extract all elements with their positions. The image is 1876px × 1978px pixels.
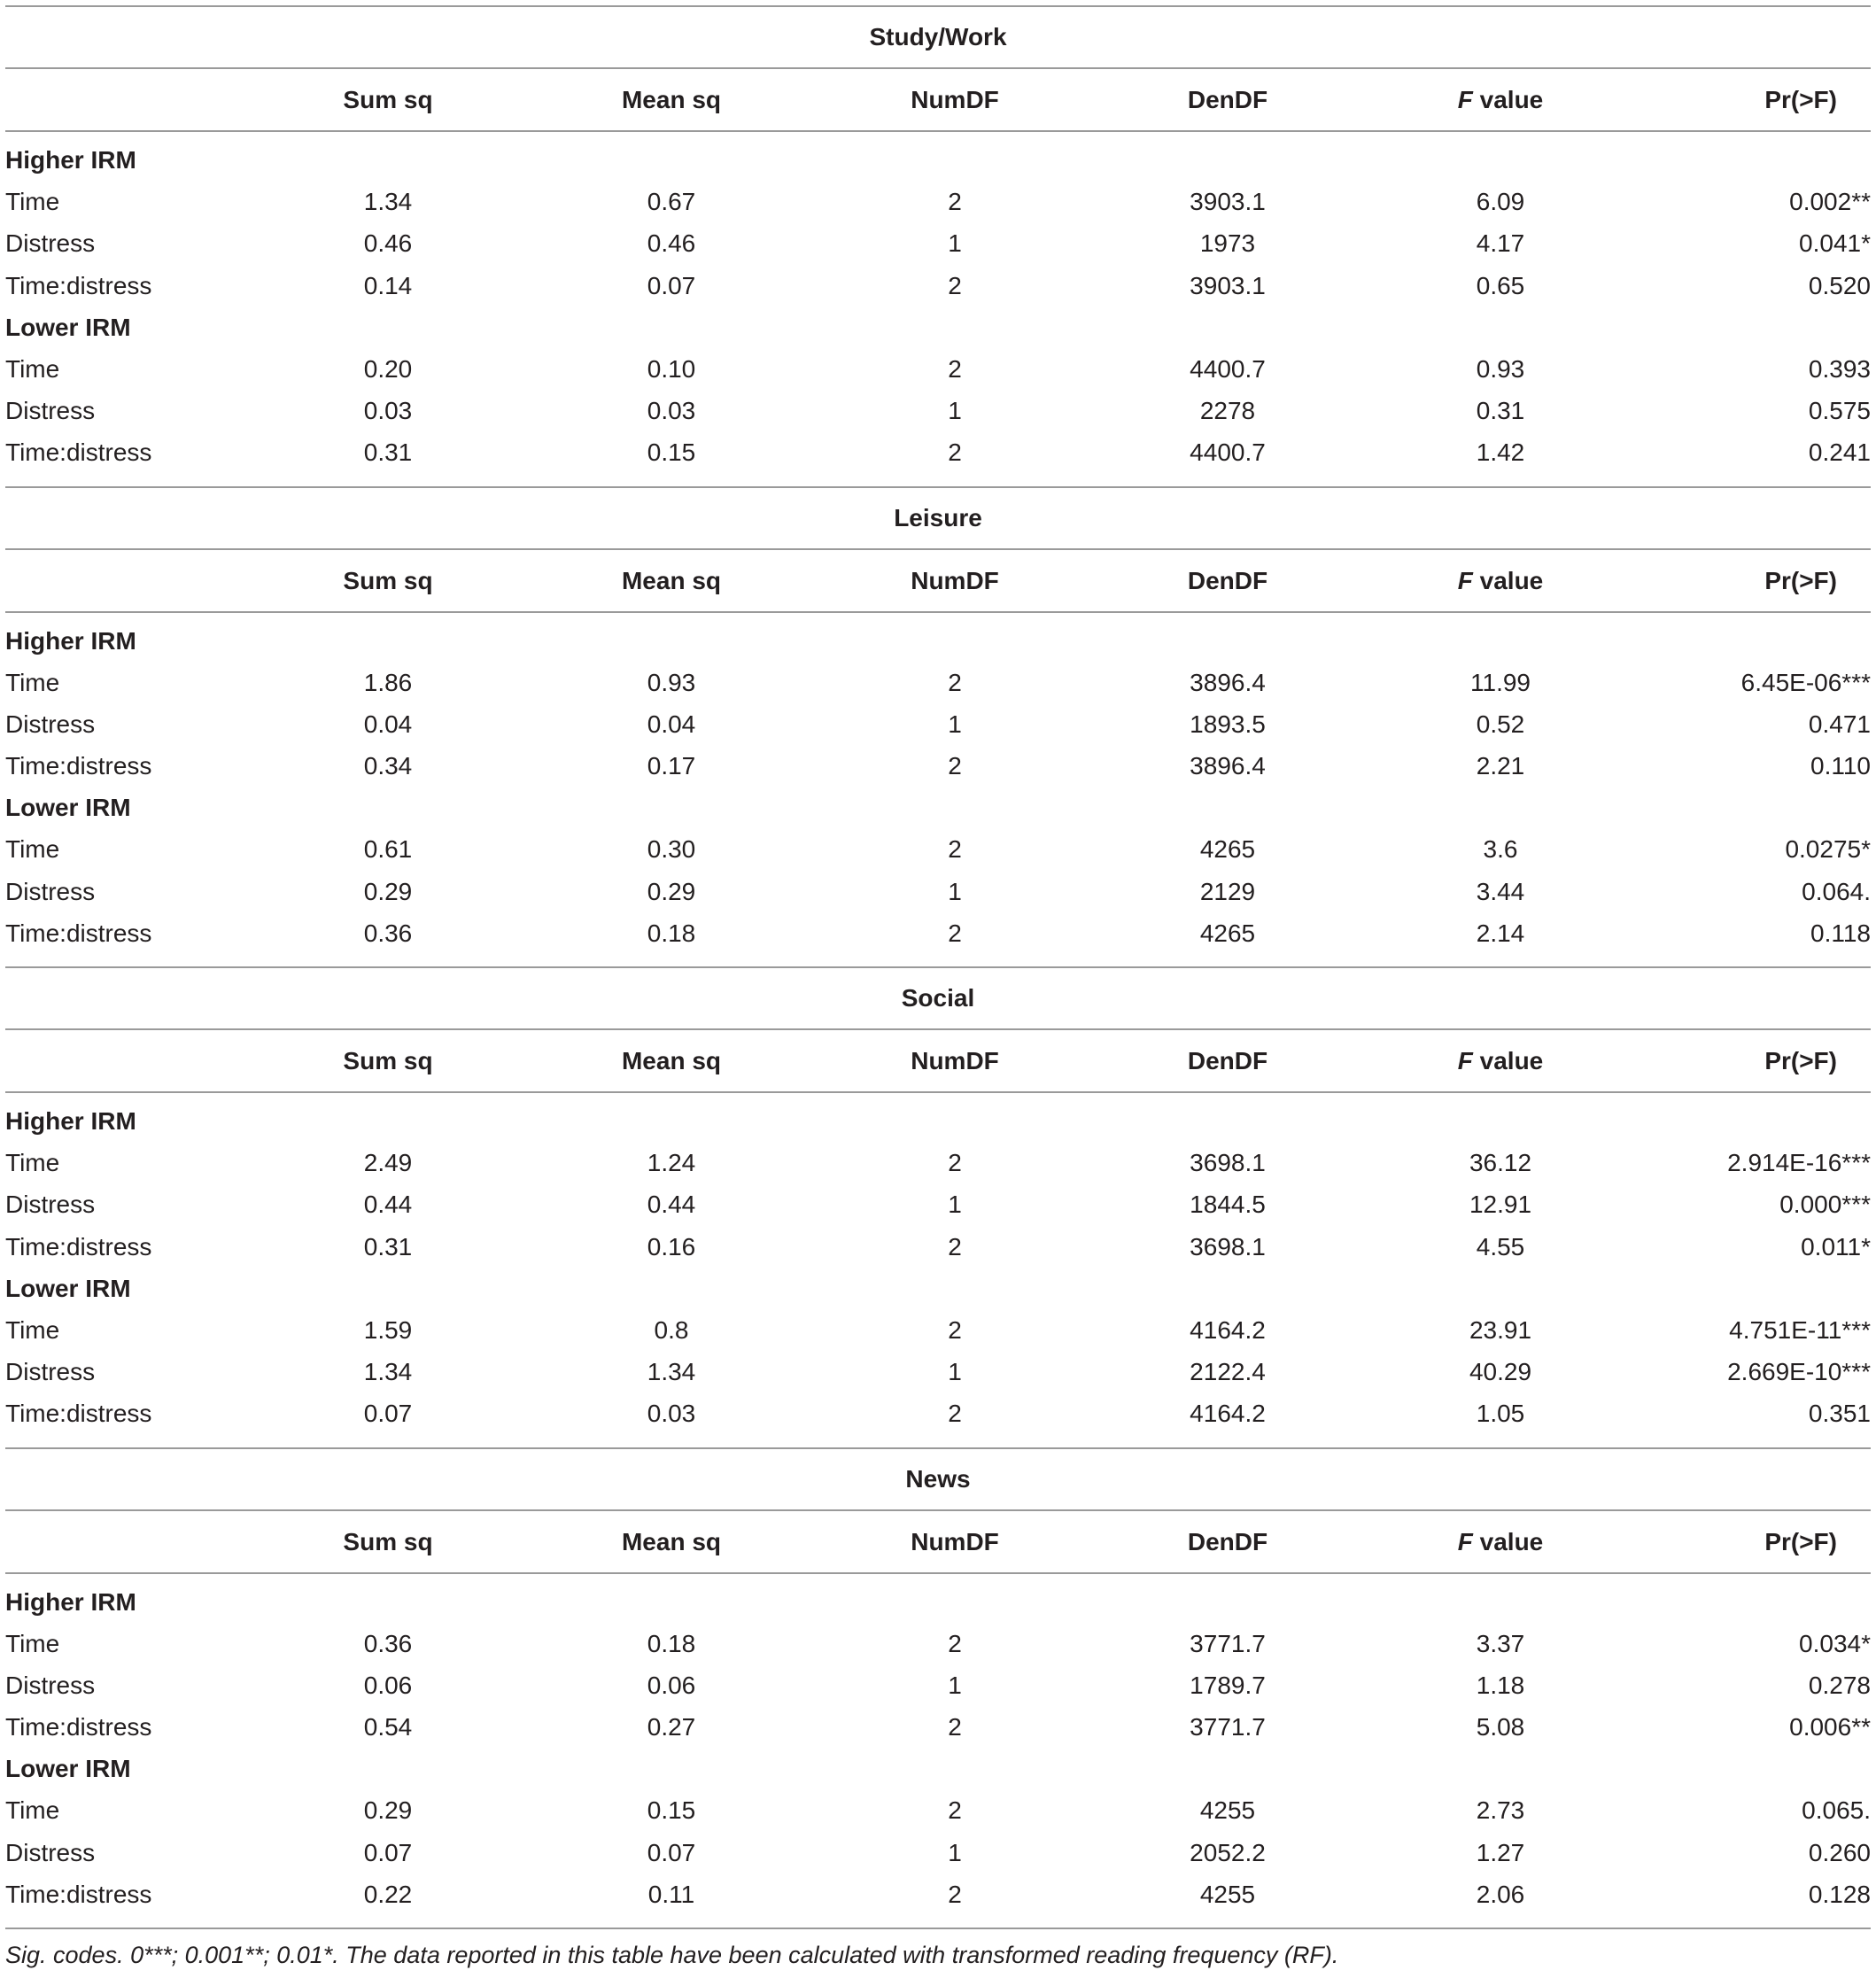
cell-mean-sq: 1.24 xyxy=(647,1149,696,1177)
cell-mean-sq: 0.44 xyxy=(647,1191,696,1219)
row-label: Time:distress xyxy=(5,1880,152,1908)
group-label: Higher IRM xyxy=(5,1107,136,1135)
cell-numdf: 2 xyxy=(948,835,962,864)
cell-p-value: 0.110 xyxy=(1810,752,1871,780)
cell-f-value: 4.55 xyxy=(1476,1232,1525,1260)
cell-mean-sq: 0.03 xyxy=(647,397,696,425)
table-row xyxy=(5,1226,1871,1268)
row-label: Time:distress xyxy=(5,1232,152,1260)
header-f-letter: F xyxy=(1457,566,1473,594)
header-f-rest: value xyxy=(1472,1527,1544,1555)
cell-f-value: 3.37 xyxy=(1476,1629,1525,1657)
table-row xyxy=(5,745,1871,787)
cell-p-value: 0.041* xyxy=(1799,229,1871,258)
cell-mean-sq: 0.8 xyxy=(654,1315,689,1344)
header-p-value: Pr(>F) xyxy=(1764,86,1837,113)
cell-numdf: 2 xyxy=(948,919,962,947)
table-row xyxy=(5,1706,1871,1748)
cell-mean-sq: 0.93 xyxy=(647,668,696,696)
cell-sum-sq: 0.31 xyxy=(363,438,413,467)
cell-mean-sq: 0.07 xyxy=(647,1838,696,1866)
row-label: Time:distress xyxy=(5,752,152,780)
header-f-rest: value xyxy=(1472,566,1544,594)
spacer xyxy=(5,1435,1871,1447)
header-p-value: Pr(>F) xyxy=(1764,1527,1837,1555)
cell-f-value: 6.09 xyxy=(1476,188,1525,216)
cell-sum-sq: 0.06 xyxy=(363,1671,413,1699)
cell-dendf: 3771.7 xyxy=(1190,1713,1266,1741)
cell-numdf: 2 xyxy=(948,752,962,780)
group-label-row xyxy=(5,787,1871,828)
cell-sum-sq: 1.34 xyxy=(363,188,413,216)
cell-p-value: 0.118 xyxy=(1810,919,1871,947)
table-row xyxy=(5,871,1871,912)
row-label: Distress xyxy=(5,397,96,425)
row-label: Distress xyxy=(5,1671,96,1699)
table-row xyxy=(5,828,1871,870)
cell-dendf: 4164.2 xyxy=(1190,1400,1266,1428)
cell-p-value: 0.065. xyxy=(1802,1796,1871,1825)
cell-f-value: 0.31 xyxy=(1476,397,1525,425)
cell-dendf: 2122.4 xyxy=(1190,1358,1266,1386)
column-header-row xyxy=(5,550,1871,611)
table-row xyxy=(5,1789,1871,1831)
cell-dendf: 1893.5 xyxy=(1190,710,1266,738)
cell-dendf: 1844.5 xyxy=(1190,1191,1266,1219)
cell-p-value: 0.351 xyxy=(1808,1400,1871,1428)
cell-f-value: 36.12 xyxy=(1469,1149,1532,1177)
spacer xyxy=(5,132,1871,139)
cell-numdf: 1 xyxy=(948,1191,962,1219)
cell-numdf: 2 xyxy=(948,271,962,299)
header-p-value: Pr(>F) xyxy=(1764,1047,1837,1074)
cell-f-value: 1.27 xyxy=(1476,1838,1525,1866)
cell-numdf: 1 xyxy=(948,1671,962,1699)
table-row xyxy=(5,1832,1871,1873)
table-row xyxy=(5,431,1871,473)
cell-dendf: 3896.4 xyxy=(1190,668,1266,696)
header-f-letter: F xyxy=(1457,1047,1473,1074)
cell-sum-sq: 0.34 xyxy=(363,752,413,780)
header-dendf: DenDF xyxy=(1187,1047,1268,1074)
cell-dendf: 3903.1 xyxy=(1190,188,1266,216)
cell-p-value: 0.128 xyxy=(1808,1880,1871,1908)
cell-sum-sq: 0.36 xyxy=(363,919,413,947)
spacer xyxy=(5,474,1871,486)
header-numdf: NumDF xyxy=(911,566,999,594)
anova-table xyxy=(5,5,1871,1929)
cell-p-value: 0.260 xyxy=(1808,1838,1871,1866)
cell-f-value: 0.65 xyxy=(1476,271,1525,299)
row-label: Time:distress xyxy=(5,1713,152,1741)
header-f-rest: value xyxy=(1472,1047,1544,1074)
row-label: Time:distress xyxy=(5,1400,152,1428)
cell-sum-sq: 0.36 xyxy=(363,1629,413,1657)
cell-p-value: 0.034* xyxy=(1799,1629,1871,1657)
cell-sum-sq: 0.54 xyxy=(363,1713,413,1741)
column-header-row xyxy=(5,1030,1871,1091)
table-row xyxy=(5,1309,1871,1351)
row-label: Time:distress xyxy=(5,919,152,947)
cell-sum-sq: 0.29 xyxy=(363,877,413,905)
cell-dendf: 4255 xyxy=(1199,1796,1256,1825)
cell-numdf: 2 xyxy=(948,1149,962,1177)
spacer xyxy=(5,1574,1871,1581)
header-f-letter: F xyxy=(1457,1527,1473,1555)
cell-f-value: 1.42 xyxy=(1476,438,1525,467)
cell-f-value: 0.52 xyxy=(1476,710,1525,738)
cell-sum-sq: 0.03 xyxy=(363,397,413,425)
table-row xyxy=(5,1183,1871,1225)
cell-dendf: 2278 xyxy=(1199,397,1256,425)
cell-numdf: 2 xyxy=(948,1880,962,1908)
table-row xyxy=(5,1623,1871,1664)
header-p-value: Pr(>F) xyxy=(1764,566,1837,594)
cell-sum-sq: 1.34 xyxy=(363,1358,413,1386)
cell-f-value: 40.29 xyxy=(1469,1358,1532,1386)
cell-sum-sq: 1.59 xyxy=(363,1315,413,1344)
cell-f-value: 0.93 xyxy=(1476,354,1525,383)
cell-mean-sq: 1.34 xyxy=(647,1358,696,1386)
table-row xyxy=(5,348,1871,390)
group-label: Higher IRM xyxy=(5,626,136,655)
cell-mean-sq: 0.04 xyxy=(647,710,696,738)
cell-p-value: 0.575 xyxy=(1808,397,1871,425)
group-label: Lower IRM xyxy=(5,313,131,341)
row-label: Distress xyxy=(5,1358,96,1386)
row-label: Time xyxy=(5,1796,60,1825)
table-row xyxy=(5,390,1871,431)
cell-sum-sq: 0.61 xyxy=(363,835,413,864)
cell-mean-sq: 0.10 xyxy=(647,354,696,383)
cell-numdf: 2 xyxy=(948,1232,962,1260)
row-label: Time xyxy=(5,354,60,383)
cell-numdf: 2 xyxy=(948,1315,962,1344)
cell-f-value: 3.44 xyxy=(1476,877,1525,905)
row-label: Time xyxy=(5,668,60,696)
group-label: Higher IRM xyxy=(5,146,136,174)
table-row xyxy=(5,1142,1871,1183)
cell-numdf: 2 xyxy=(948,1796,962,1825)
cell-p-value: 0.000*** xyxy=(1779,1191,1871,1219)
row-label: Distress xyxy=(5,1191,96,1219)
header-mean-sq: Mean sq xyxy=(621,86,722,113)
cell-numdf: 1 xyxy=(948,1358,962,1386)
header-dendf: DenDF xyxy=(1187,86,1268,113)
cell-f-value: 1.05 xyxy=(1476,1400,1525,1428)
cell-mean-sq: 0.07 xyxy=(647,271,696,299)
cell-mean-sq: 0.29 xyxy=(647,877,696,905)
row-label: Distress xyxy=(5,229,96,258)
header-numdf: NumDF xyxy=(911,1527,999,1555)
group-label-row xyxy=(5,1748,1871,1789)
group-label-row xyxy=(5,1581,1871,1623)
cell-mean-sq: 0.18 xyxy=(647,919,696,947)
cell-mean-sq: 0.18 xyxy=(647,1629,696,1657)
cell-numdf: 2 xyxy=(948,354,962,383)
row-label: Time:distress xyxy=(5,438,152,467)
cell-mean-sq: 0.06 xyxy=(647,1671,696,1699)
cell-dendf: 4265 xyxy=(1199,835,1256,864)
group-label: Lower IRM xyxy=(5,1755,131,1783)
cell-p-value: 0.393 xyxy=(1808,354,1871,383)
cell-p-value: 2.914E-16*** xyxy=(1727,1149,1871,1177)
cell-numdf: 1 xyxy=(948,229,962,258)
cell-numdf: 1 xyxy=(948,877,962,905)
row-label: Time xyxy=(5,835,60,864)
cell-p-value: 4.751E-11*** xyxy=(1729,1315,1871,1344)
column-header-row xyxy=(5,69,1871,130)
cell-dendf: 2129 xyxy=(1199,877,1256,905)
header-sum-sq: Sum sq xyxy=(343,1047,433,1074)
row-label: Distress xyxy=(5,710,96,738)
cell-dendf: 4164.2 xyxy=(1190,1315,1266,1344)
row-label: Time xyxy=(5,1315,60,1344)
header-mean-sq: Mean sq xyxy=(621,1527,722,1555)
cell-numdf: 1 xyxy=(948,710,962,738)
cell-dendf: 3698.1 xyxy=(1190,1232,1266,1260)
cell-p-value: 0.0275* xyxy=(1785,835,1871,864)
cell-f-value: 2.21 xyxy=(1476,752,1525,780)
cell-f-value: 4.17 xyxy=(1476,229,1525,258)
header-numdf: NumDF xyxy=(911,86,999,113)
cell-f-value: 2.06 xyxy=(1476,1880,1525,1908)
cell-f-value: 3.6 xyxy=(1483,835,1518,864)
table-row xyxy=(5,1664,1871,1706)
cell-mean-sq: 0.46 xyxy=(647,229,696,258)
table-row xyxy=(5,662,1871,703)
row-label: Time:distress xyxy=(5,271,152,299)
cell-mean-sq: 0.17 xyxy=(647,752,696,780)
group-label: Higher IRM xyxy=(5,1587,136,1616)
cell-numdf: 2 xyxy=(948,668,962,696)
table-row xyxy=(5,222,1871,264)
cell-p-value: 0.520 xyxy=(1808,271,1871,299)
spacer xyxy=(5,613,1871,620)
cell-f-value: 2.14 xyxy=(1476,919,1525,947)
cell-mean-sq: 0.27 xyxy=(647,1713,696,1741)
section-title: Leisure xyxy=(894,503,982,531)
cell-p-value: 6.45E-06*** xyxy=(1740,668,1871,696)
table-row xyxy=(5,265,1871,306)
group-label-row xyxy=(5,139,1871,181)
cell-f-value: 11.99 xyxy=(1470,668,1531,696)
header-numdf: NumDF xyxy=(911,1047,999,1074)
header-dendf: DenDF xyxy=(1187,1527,1268,1555)
cell-numdf: 2 xyxy=(948,1713,962,1741)
table-row xyxy=(5,912,1871,954)
cell-sum-sq: 0.14 xyxy=(363,271,413,299)
group-label-row xyxy=(5,306,1871,348)
cell-dendf: 3903.1 xyxy=(1190,271,1266,299)
cell-dendf: 4255 xyxy=(1199,1880,1256,1908)
cell-dendf: 3771.7 xyxy=(1190,1629,1266,1657)
cell-p-value: 0.006** xyxy=(1789,1713,1871,1741)
cell-f-value: 2.73 xyxy=(1476,1796,1525,1825)
column-header-row xyxy=(5,1511,1871,1572)
cell-sum-sq: 0.29 xyxy=(363,1796,413,1825)
section-title: Study/Work xyxy=(869,23,1007,50)
spacer xyxy=(5,1915,1871,1928)
table-row xyxy=(5,1392,1871,1434)
cell-numdf: 2 xyxy=(948,1400,962,1428)
table-footnote: Sig. codes. 0***; 0.001**; 0.01*. The data reported in this table have been calculated with transformed reading frequency (RF). xyxy=(5,1942,1339,1968)
cell-sum-sq: 0.07 xyxy=(363,1838,413,1866)
cell-mean-sq: 0.03 xyxy=(647,1400,696,1428)
row-label: Time xyxy=(5,1629,60,1657)
group-label: Lower IRM xyxy=(5,794,131,822)
row-label: Time xyxy=(5,1149,60,1177)
cell-sum-sq: 0.44 xyxy=(363,1191,413,1219)
cell-sum-sq: 0.07 xyxy=(363,1400,413,1428)
cell-f-value: 1.18 xyxy=(1476,1671,1525,1699)
spacer xyxy=(5,1093,1871,1100)
cell-f-value: 23.91 xyxy=(1469,1315,1532,1344)
table-row xyxy=(5,1351,1871,1392)
row-label: Time xyxy=(5,188,60,216)
cell-mean-sq: 0.30 xyxy=(647,835,696,864)
cell-sum-sq: 0.22 xyxy=(363,1880,413,1908)
row-label: Distress xyxy=(5,1838,96,1866)
cell-mean-sq: 0.16 xyxy=(647,1232,696,1260)
cell-numdf: 2 xyxy=(948,188,962,216)
cell-dendf: 4400.7 xyxy=(1190,438,1266,467)
header-sum-sq: Sum sq xyxy=(343,1527,433,1555)
cell-f-value: 5.08 xyxy=(1476,1713,1525,1741)
cell-sum-sq: 2.49 xyxy=(363,1149,413,1177)
table-row xyxy=(5,703,1871,745)
cell-sum-sq: 0.04 xyxy=(363,710,413,738)
cell-mean-sq: 0.11 xyxy=(647,1880,695,1908)
table-row xyxy=(5,181,1871,222)
cell-dendf: 1973 xyxy=(1199,229,1256,258)
cell-p-value: 0.471 xyxy=(1808,710,1871,738)
header-sum-sq: Sum sq xyxy=(343,86,433,113)
cell-p-value: 0.064. xyxy=(1802,877,1871,905)
cell-dendf: 2052.2 xyxy=(1190,1838,1266,1866)
cell-numdf: 1 xyxy=(948,397,962,425)
cell-numdf: 2 xyxy=(948,1629,962,1657)
spacer xyxy=(5,954,1871,966)
cell-mean-sq: 0.15 xyxy=(647,1796,696,1825)
group-label-row xyxy=(5,1268,1871,1309)
header-mean-sq: Mean sq xyxy=(621,1047,722,1074)
cell-f-value: 12.91 xyxy=(1469,1191,1532,1219)
section-title: Social xyxy=(901,984,975,1012)
table-row xyxy=(5,1873,1871,1915)
cell-p-value: 0.011* xyxy=(1801,1232,1871,1260)
cell-p-value: 2.669E-10*** xyxy=(1727,1358,1871,1386)
cell-sum-sq: 0.46 xyxy=(363,229,413,258)
header-f-rest: value xyxy=(1472,86,1544,113)
cell-dendf: 3896.4 xyxy=(1190,752,1266,780)
cell-dendf: 3698.1 xyxy=(1190,1149,1266,1177)
cell-dendf: 4265 xyxy=(1199,919,1256,947)
cell-numdf: 2 xyxy=(948,438,962,467)
cell-sum-sq: 1.86 xyxy=(363,668,413,696)
cell-dendf: 4400.7 xyxy=(1190,354,1266,383)
row-label: Distress xyxy=(5,877,96,905)
header-dendf: DenDF xyxy=(1187,566,1268,594)
header-sum-sq: Sum sq xyxy=(343,566,433,594)
cell-mean-sq: 0.15 xyxy=(647,438,696,467)
group-label: Lower IRM xyxy=(5,1274,131,1302)
section-title: News xyxy=(905,1464,971,1493)
group-label-row xyxy=(5,1100,1871,1142)
cell-p-value: 0.241 xyxy=(1808,438,1871,467)
cell-sum-sq: 0.31 xyxy=(363,1232,413,1260)
cell-p-value: 0.278 xyxy=(1808,1671,1871,1699)
group-label-row xyxy=(5,620,1871,662)
table-rule xyxy=(5,1928,1871,1929)
cell-mean-sq: 0.67 xyxy=(647,188,696,216)
cell-p-value: 0.002** xyxy=(1789,188,1871,216)
header-f-letter: F xyxy=(1457,86,1473,113)
cell-dendf: 1789.7 xyxy=(1190,1671,1266,1699)
header-mean-sq: Mean sq xyxy=(621,566,722,594)
cell-sum-sq: 0.20 xyxy=(363,354,413,383)
cell-numdf: 1 xyxy=(948,1838,962,1866)
